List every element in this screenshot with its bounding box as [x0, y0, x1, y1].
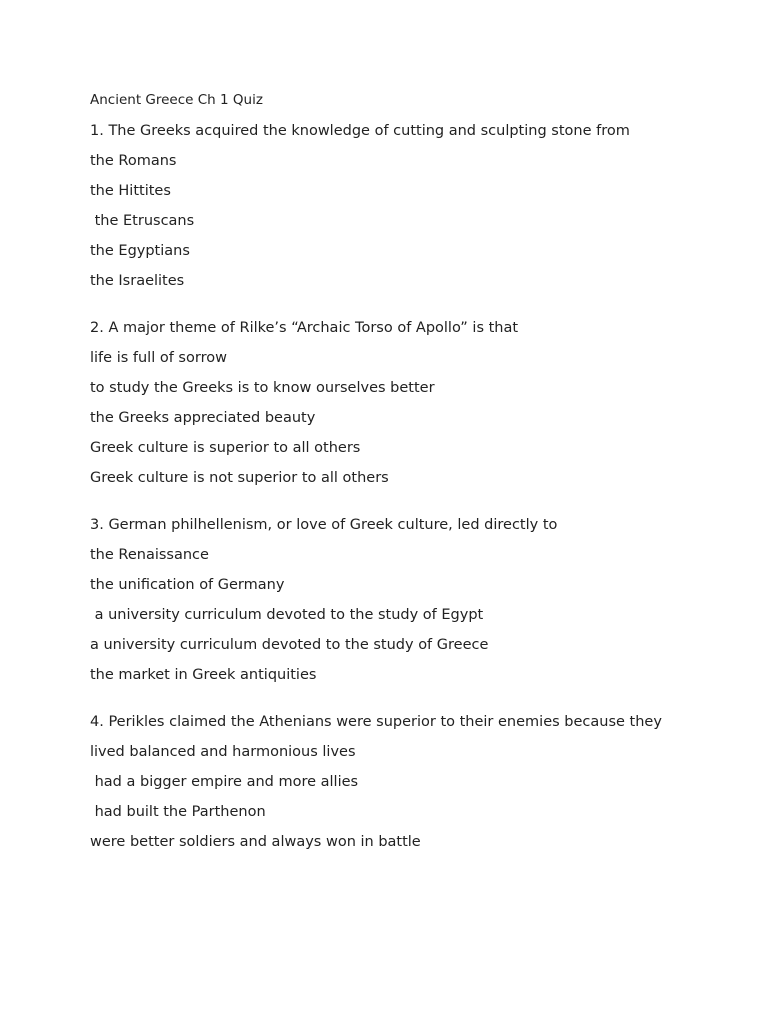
answer-option: life is full of sorrow — [90, 350, 227, 366]
answer-option: the Greeks appreciated beauty — [90, 410, 316, 426]
answer-option: had a bigger empire and more allies — [90, 774, 359, 790]
answer-option: had built the Parthenon — [90, 804, 266, 820]
question-text: 1. The Greeks acquired the knowledge of cutting and sculpting stone from — [90, 123, 630, 139]
answer-option: the Egyptians — [90, 243, 190, 259]
question-4 — [90, 713, 670, 851]
question-3 — [90, 516, 670, 684]
question-text: 4. Perikles claimed the Athenians were superior to their enemies because they — [90, 714, 662, 730]
answer-option: the Hittites — [90, 183, 171, 199]
document-page — [90, 92, 670, 863]
answer-option: the Israelites — [90, 273, 185, 289]
answer-option: to study the Greeks is to know ourselves better — [90, 380, 435, 396]
answer-option: lived balanced and harmonious lives — [90, 744, 356, 760]
question-text: 2. A major theme of Rilke’s “Archaic Torso of Apollo” is that — [90, 320, 519, 336]
question-1 — [90, 122, 670, 290]
question-2 — [90, 319, 670, 487]
answer-option: a university curriculum devoted to the study of Egypt — [90, 607, 484, 623]
answer-option: the Etruscans — [90, 213, 195, 229]
answer-option: the Romans — [90, 153, 177, 169]
answer-option: were better soldiers and always won in battle — [90, 834, 421, 850]
document-title: Ancient Greece Ch 1 Quiz — [90, 92, 263, 108]
answer-option: Greek culture is superior to all others — [90, 440, 361, 456]
answer-option: the unification of Germany — [90, 577, 285, 593]
answer-option: the Renaissance — [90, 547, 209, 563]
answer-option: Greek culture is not superior to all others — [90, 470, 389, 486]
question-text: 3. German philhellenism, or love of Greek culture, led directly to — [90, 517, 558, 533]
answer-option: a university curriculum devoted to the study of Greece — [90, 637, 489, 653]
answer-option: the market in Greek antiquities — [90, 667, 317, 683]
